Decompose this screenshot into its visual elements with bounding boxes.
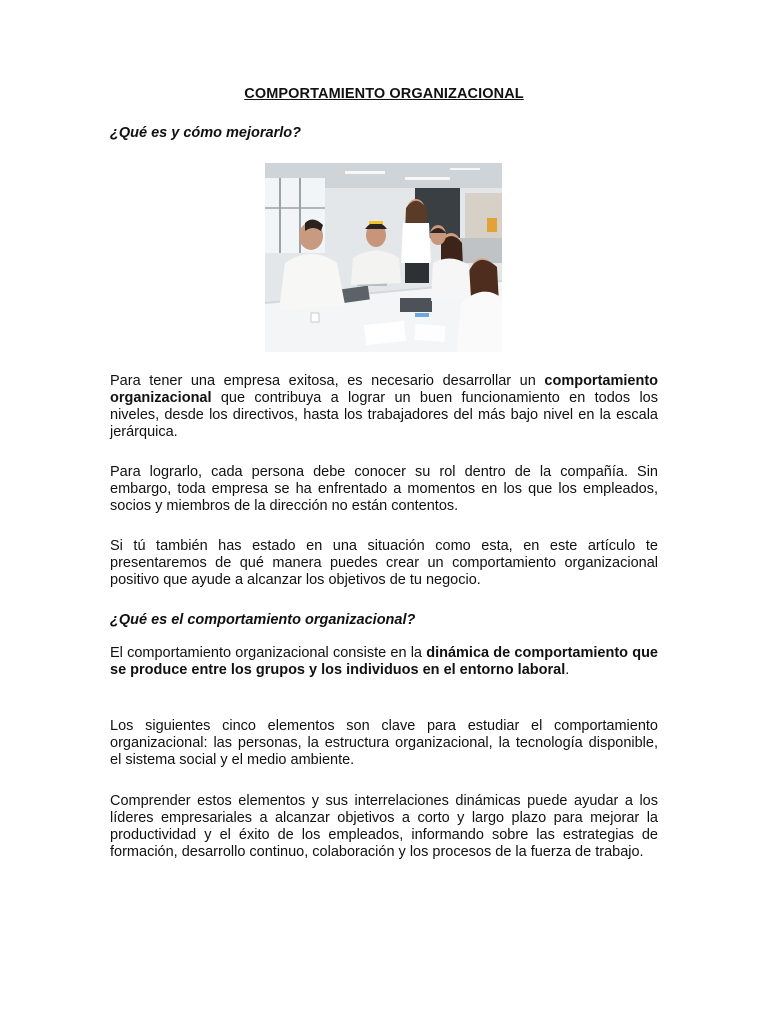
document-title: COMPORTAMIENTO ORGANIZACIONAL (244, 86, 524, 102)
paragraph-understanding-elements: Comprender estos elementos y sus interrelaciones dinámicas puede ayudar a los líderes empresariales a alcanzar objetivos a corto y largo plazo para mejorar la productividad y el éxito de los empleados, informando sobre las estrategias de formación, desarrollo continuo, colaboración y los procesos de la fuerza de trabajo. (110, 793, 658, 860)
paragraph-4-bold-definition: dinámica de comportamiento que se produce entre los grupos y los individuos en el entorno laboral (110, 645, 658, 678)
paragraph-five-elements: Los siguientes cinco elementos son clave para estudiar el comportamiento organizacional: las personas, la estructura organizacional, la tecnología disponible, el sistema social y el medio ambiente. (110, 718, 658, 768)
office-team-photo (265, 163, 502, 352)
paragraph-1-text-a: Para tener una empresa exitosa, es necesario desarrollar un (110, 373, 545, 389)
paragraph-1-bold-term: comportamiento organizacional (110, 373, 658, 406)
subheading-what-is-organizational-behavior: ¿Qué es el comportamiento organizacional? (110, 612, 416, 628)
paragraph-definition (110, 645, 658, 679)
subheading-what-is-and-how-to-improve: ¿Qué es y cómo mejorarlo? (110, 125, 301, 141)
paragraph-article-intro: Si tú también has estado en una situación como esta, en este artículo te presentaremos de qué manera puedes crear un comportamiento organizacional positivo que ayude a alcanzar los objetivos de tu negocio. (110, 538, 658, 588)
paragraph-1-text-b: que contribuya a lograr un buen funcionamiento en todos los niveles, desde los directivos, hasta los trabajadores del más bajo nivel en la escala jerárquica. (110, 390, 658, 440)
paragraph-roles: Para lograrlo, cada persona debe conocer su rol dentro de la compañía. Sin embargo, toda empresa se ha enfrentado a momentos en los que los empleados, socios y miembros de la dirección no están contentos. (110, 464, 658, 514)
paragraph-4-text-a: El comportamiento organizacional consiste en la (110, 645, 427, 661)
paragraph-4-text-b: . (565, 662, 570, 678)
paragraph-successful-company (110, 373, 658, 441)
